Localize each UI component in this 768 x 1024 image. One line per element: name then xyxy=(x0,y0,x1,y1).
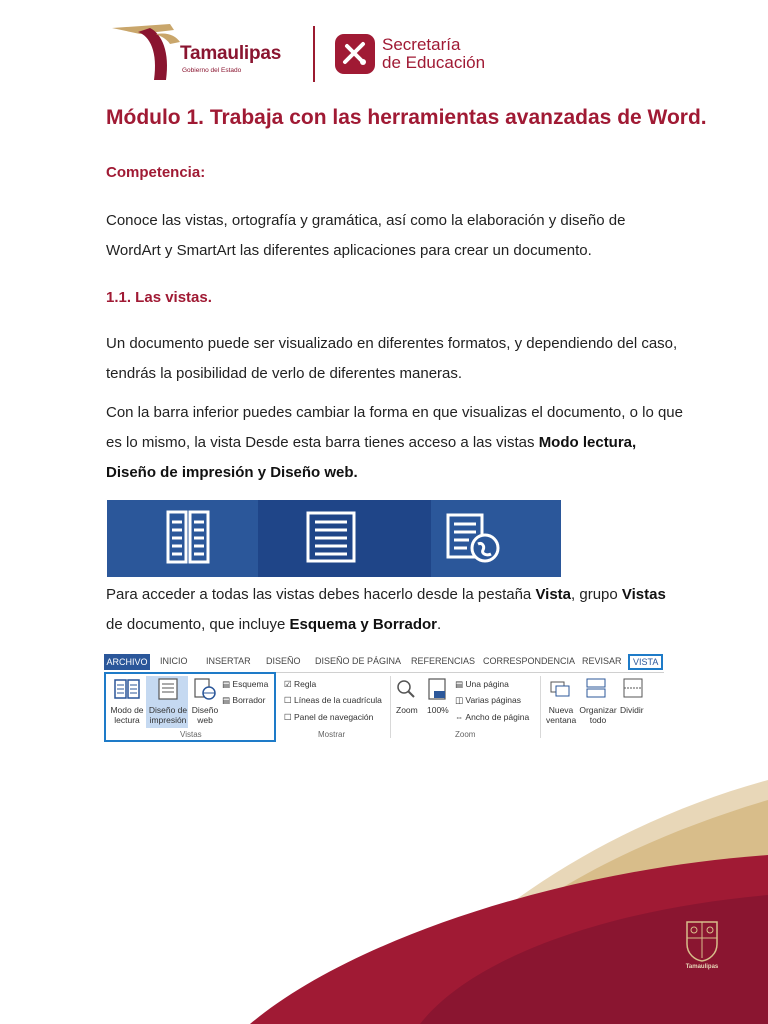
competencia-text: Conoce las vistas, ortografía y gramática, así como la elaboración y diseño de WordArt y SmartArt las diferentes aplicaciones para crear un documento. xyxy=(106,212,626,259)
tamaulipas-title: Tamaulipas xyxy=(180,43,282,64)
tab-correspondencia[interactable]: CORRESPONDENCIA xyxy=(483,656,576,666)
paragraph-2-bold: Modo lectura, Diseño de impresión y Diseño web. xyxy=(106,434,637,481)
web-layout-icon xyxy=(445,512,501,564)
varias-paginas-button[interactable]: ◫ Varias páginas xyxy=(455,695,522,705)
footer-emblem-text: Tamaulipas xyxy=(685,964,719,970)
nueva-ventana-button[interactable] xyxy=(546,705,576,725)
modo-lectura-line1: Modo de xyxy=(110,705,144,715)
borrador-button[interactable]: ▤ Borrador xyxy=(222,695,266,705)
diseno-web-line2: web xyxy=(197,715,213,725)
tab-referencias[interactable]: REFERENCIAS xyxy=(411,656,476,666)
modo-lectura-line2: lectura xyxy=(114,715,140,725)
competencia-heading: Competencia: xyxy=(106,164,206,181)
footer-decoration xyxy=(0,760,768,1024)
ribbon-divider xyxy=(540,676,541,738)
paragraph-3-text-a: Para acceder a todas las vistas debes hacerlo desde la pestaña xyxy=(106,586,536,603)
zoom-icon xyxy=(396,679,416,699)
tab-inicio[interactable]: INICIO xyxy=(160,656,188,666)
organizar-todo-line2: todo xyxy=(589,715,607,725)
state-emblem-icon xyxy=(683,918,721,962)
diseno-web-line1: Diseño xyxy=(191,705,219,715)
dividir-button[interactable]: Dividir xyxy=(620,705,644,715)
paragraph-2 xyxy=(106,398,684,488)
print-layout-icon xyxy=(305,510,357,564)
nueva-ventana-icon xyxy=(550,678,570,698)
secretaria-line2: de Educación xyxy=(382,53,486,72)
tab-insertar[interactable]: INSERTAR xyxy=(206,656,251,666)
tab-vista[interactable]: VISTA xyxy=(628,654,663,670)
secretaria-line1: Secretaría xyxy=(382,35,461,54)
nueva-ventana-line2: ventana xyxy=(546,715,577,725)
lineas-checkbox[interactable]: ☐ Líneas de la cuadrícula xyxy=(284,695,382,705)
tab-diseno[interactable]: DISEÑO xyxy=(266,656,301,666)
ancho-pagina-button[interactable]: ⇔ Ancho de página xyxy=(455,712,530,722)
vistas-group-label: Vistas xyxy=(180,730,202,739)
diseno-impresion-line1: Diseño de xyxy=(148,705,188,715)
ancho-pagina-label: Ancho de página xyxy=(465,712,530,722)
zoom-group-label: Zoom xyxy=(455,730,476,739)
paragraph-2-text: Con la barra inferior puedes cambiar la forma en que visualizas el documento, o lo que es lo mismo, la vista Desde esta barra tienes acceso a las vistas xyxy=(106,404,683,451)
nueva-ventana-line1: Nueva xyxy=(548,705,574,715)
read-mode-icon xyxy=(165,509,211,565)
section-heading: 1.1. Las vistas. xyxy=(106,289,212,306)
diseno-impresion-line2: impresión xyxy=(149,715,187,725)
dividir-icon xyxy=(623,678,643,698)
paragraph-3-bold-esquema: Esquema y Borrador xyxy=(289,616,438,633)
regla-label: Regla xyxy=(293,679,317,689)
tab-diseno-pagina[interactable]: DISEÑO DE PÁGINA xyxy=(315,656,402,666)
vistas-group-highlight xyxy=(104,672,276,742)
organizar-todo-button[interactable] xyxy=(578,705,618,725)
paragraph-1: Un documento puede ser visualizado en diferentes formatos, y dependiendo del caso, tendrás la posibilidad de verlo de diferentes maneras. xyxy=(106,335,678,382)
tab-archivo[interactable]: ARCHIVO xyxy=(104,654,150,670)
panel-checkbox[interactable]: ☐ Panel de navegación xyxy=(284,712,374,722)
regla-checkbox[interactable]: ☑ Regla xyxy=(284,679,317,689)
zoom-100-icon xyxy=(428,678,446,700)
paragraph-3-bold-vista: Vista xyxy=(535,586,572,603)
paragraph-3-text-c: de documento, que incluye xyxy=(106,616,290,633)
zoom-100-button[interactable]: 100% xyxy=(427,705,449,715)
paragraph-3-text-d: . xyxy=(437,616,442,633)
esquema-button[interactable]: ▤ Esquema xyxy=(222,679,269,689)
secretaria-logo-icon xyxy=(333,32,377,76)
ribbon-divider xyxy=(390,676,391,738)
ribbon-tabs xyxy=(104,654,664,670)
paragraph-3-bold-vistas: Vistas xyxy=(621,586,666,603)
lineas-label: Líneas de la cuadrícula xyxy=(293,695,382,705)
zoom-button[interactable]: Zoom xyxy=(396,705,418,715)
paragraph-3-text-b: , grupo xyxy=(571,586,622,603)
organizar-todo-icon xyxy=(586,678,606,698)
paragraph-3 xyxy=(106,580,684,640)
page-title: Módulo 1. Trabaja con las herramientas avanzadas de Word. xyxy=(106,106,707,129)
esquema-label: Esquema xyxy=(232,679,269,689)
tab-revisar[interactable]: REVISAR xyxy=(582,656,622,666)
una-pagina-label: Una página xyxy=(465,679,509,689)
logo-separator xyxy=(313,26,315,82)
borrador-label: Borrador xyxy=(232,695,266,705)
panel-label: Panel de navegación xyxy=(293,712,374,722)
una-pagina-button[interactable]: ▤ Una página xyxy=(455,679,509,689)
mostrar-group-label: Mostrar xyxy=(318,730,346,739)
secretaria-logo-text xyxy=(382,36,485,72)
varias-paginas-label: Varias páginas xyxy=(465,695,522,705)
tamaulipas-subtitle: Gobierno del Estado xyxy=(182,67,242,74)
organizar-todo-line1: Organizar xyxy=(579,705,617,715)
